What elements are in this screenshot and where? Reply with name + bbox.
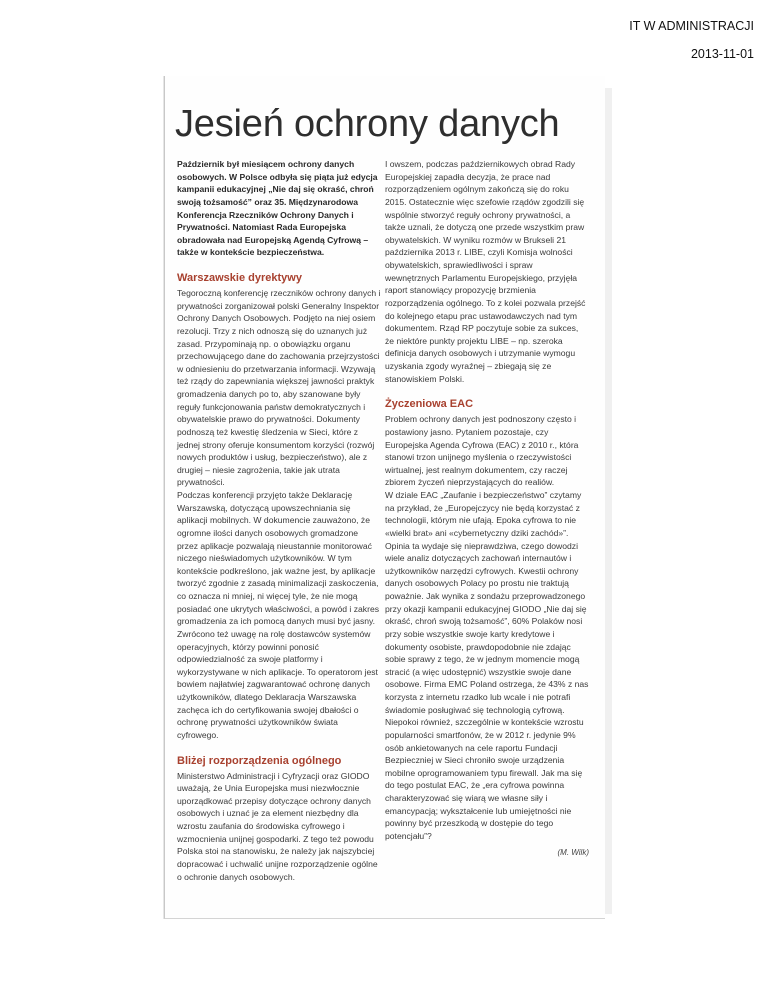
section2-paragraph-1: Ministerstwo Administracji i Cyfryzacji oraz GIODO uważają, że Unia Europejska musi niezwłocznie uporządkować przepisy dotyczące ochrony danych osobowych i uznać je za element niezbędny dla wzrostu zaufania do środowiska cyfrowego i wzmocnienia unijnej gospodarki. Z tego też powodu Polska stoi na stanowisku, że należy jak najszybciej dopracować i uchwalić unijne rozporządzenie ogólne o ochronie danych osobowych.: [177, 770, 378, 882]
section2-paragraph-2: I owszem, podczas październikowych obrad Rady Europejskiej zapadła decyzja, że prace nad rozporządzeniem ogólnym zakończą się do roku 2015. Ostatecznie więc szefowie rządów zgodzili się wspólnie stworzyć reguły ochrony prywatności, a także uznali, że dotyczą one przede wszystkim praw obywatelskich. W wyniku rozmów w Brukseli 21 października 2013 r. LIBE, czyli Komisja wolności obywatelskich, sprawiedliwości i spraw wewnętrznych Parlamentu Europejskiego, przyjęła raport stanowiący propozycję brzmienia rozporządzenia ogólnego. To z kolei pozwala przejść do kolejnego etapu prac ustawodawczych nad tym dokumentem. Rząd RP poczytuje sobie za sukces, że niektóre punkty projektu LIBE – np. szeroka definicja danych osobowych i utrzymanie wymogu uzyskania zgody wyraźnej – zbiegają się ze stanowiskiem Polski.: [385, 159, 586, 384]
section3-paragraph-1: Problem ochrony danych jest podnoszony często i postawiony jasno. Pytaniem pozostaje, czy Europejska Agenda Cyfrowa (EAC) z 2010 r., która stanowi trzon unijnego myślenia o rzeczywistości wirtualnej, jest realnym dokumentem, czy raczej zbiorem życzeń nieprzystających do realiów.: [385, 414, 579, 488]
section1-paragraph-1: Tegoroczną konferencję rzeczników ochrony danych i prywatności zorganizował polski Generalny Inspektor Ochrony Danych Osobowych. Podjęto na niej osiem rezolucji. Trzy z nich odnoszą się do uznanych już zasad. Przypominają np. o obowiązku organu przechowującego dane do zachowania przejrzystości w odniesieniu do przetwarzania informacji. Wzywają też rządy do zapewniania większej jawności praktyk gromadzenia danych po to, aby szanowane były reguły funkcjonowania państw demokratycznych i obywatelskie prawo do prywatności. Dokumenty podnoszą też kwestię śledzenia w Sieci, które z jednej strony oferuje konsumentom korzyści (rozwój nowych produktów i usług, bezpieczeństwo), ale z drugiej – niesie zagrożenia, takie jak utrata prywatności.: [177, 288, 381, 488]
section-heading-warszawskie-dyrektywy: Warszawskie dyrektywy: [177, 272, 302, 284]
article-lead: Październik był miesiącem ochrony danych osobowych. W Polsce odbyła się piąta już edycja kampanii edukacyjnej „Nie daj się okraść, chroń swoją tożsamość” oraz 35. Międzynarodowa Konferencja Rzeczników Ochrony Danych i Prywatności. Natomiast Rada Europejska obradowała nad Europejską Agendą Cyfrową – także w kontekście bezpieczeństwa.: [177, 159, 378, 258]
section1-paragraph-2: Podczas konferencji przyjęto także Deklarację Warszawską, dotyczącą upowszechniania się aplikacji mobilnych. W dokumencie zauważono, że ogromne ilości danych osobowych gromadzone przez aplikacje pozwalają nieustannie monitorować niczego nieświadomych użytkowników. W tym kontekście podkreślono, jak ważne jest, by aplikacje tworzyć zgodnie z zasadą minimalizacji zaskoczenia, co oznacza ni mniej, ni więcej tyle, że nie mogą posiadać one ukrytych właściwości, a powód i zakres gromadzenia za ich pomocą danych musi być jasny. Zwrócono też uwagę na rolę dostawców systemów operacyjnych, którzy powinni ponosić odpowiedzialność za swoje platformy i wykorzystywane w nich aplikacje. To operatorom jest bowiem najłatwiej zagwarantować ochronę danych użytkowników, dlatego Deklaracja Warszawska zachęca ich do certyfikowania swojej dbałości o ochronę prywatności użytkowników świata cyfrowego.: [177, 490, 380, 740]
publication-stamp: [629, 5, 754, 75]
section-heading-blizej-rozporzadzenia: Bliżej rozporządzenia ogólnego: [177, 754, 342, 767]
section3-paragraph-2: W dziale EAC „Zaufanie i bezpieczeństwo” czytamy na przykład, że „Europejczycy nie będą korzystać z technologii, którym nie ufają. Epoka cyfrowa to nie «wielki brat» ani «cybernetyczny dziki zachód»”. Opinia ta wydaje się nieprawdziwa, czego dowodzi wiele analiz dotyczących zachowań internautów i użytkowników narzędzi cyfrowych. Kwestii ochrony danych osobowych Polacy po prostu nie traktują poważnie. Jak wynika z sondażu przeprowadzonego przy okazji kampanii edukacyjnej GIODO „Nie daj się okraść, chroń swoją tożsamość”, 60% Polaków nosi przy sobie wszystkie swoje karty kredytowe i dokumenty osobiste, prawdopodobnie nie zdając sobie sprawy z tego, że w jednym momencie mogą stracić (a więc udostępnić) wszystkie swoje dane osobowe. Firma EMC Poland ostrzega, że 43% z nas korzysta z internetu rzadko lub wcale i nie potrafi świadomie posługiwać się technologią cyfrową. Niepokoi również, szczególnie w kontekście wzrostu popularności smartfonów, że w 2012 r. jedynie 9% osób ankietowanych na cele raportu Fundacji Bezpieczniej w Sieci chroniło swoje urządzenia mobilne oprogramowaniem typu firewall. Jak ma się do tego postulat EAC, że „era cyfrowa powinna charakteryzować się wiarą we własne siły i emancypacją; wykształcenie lub umiejętności nie powinny być przeszkodą w dostępie do tego potencjału”?: [385, 490, 589, 841]
stamp-date: 2013-11-01: [690, 47, 754, 61]
section-heading-zyczeniowa-eac: Życzeniowa EAC: [385, 398, 474, 411]
article-column-left: [177, 158, 381, 883]
stamp-publication-name: IT W ADMINISTRACJI: [629, 19, 754, 33]
article-page: [164, 76, 605, 919]
article-title: Jesień ochrony danych: [175, 103, 560, 145]
article-column-right: [385, 158, 589, 859]
author-signature: (M. Wilk): [557, 847, 589, 857]
